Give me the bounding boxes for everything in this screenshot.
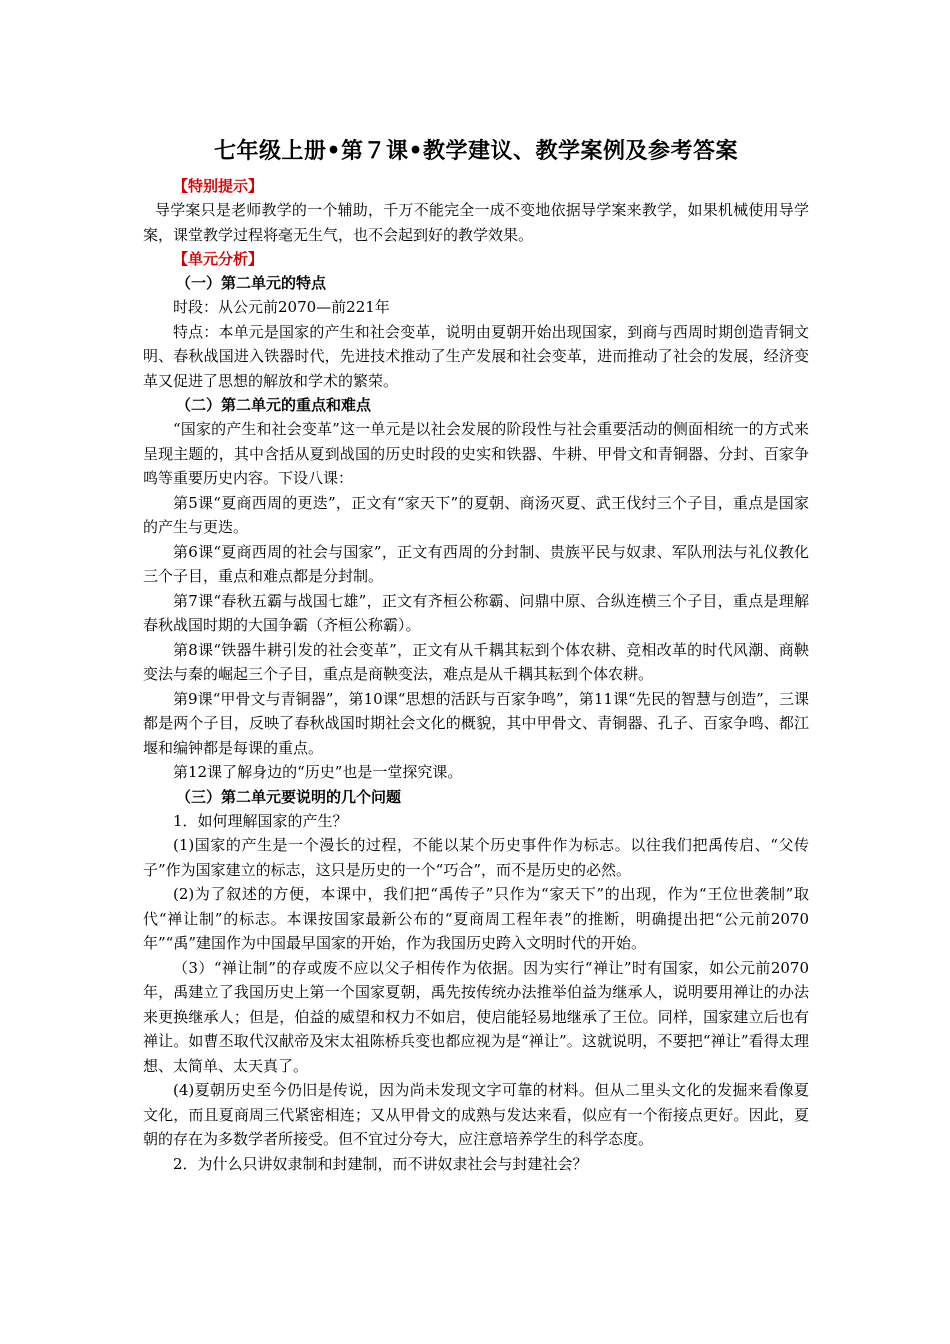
point-2-paragraph: (2)为了叙述的方便，本课中，我们把“禹传子”只作为“家天下”的出现，作为“王位世袭制”取代“禅让制”的标志。本课按国家最新公布的“夏商周工程年表”的推断，明确提出把“公元前2070年”“禹”建国作为中国最早国家的开始，作为我国历史跨入文明时代的开始。 [143, 885, 809, 952]
question-2: 2．为什么只讲奴隶制和封建制，而不讲奴隶社会与封建社会？ [173, 1154, 588, 1173]
special-tip-label: 【特别提示】 [173, 177, 264, 195]
lesson-5-paragraph: 第5课“夏商西周的更迭”，正文有“家天下”的夏朝、商汤灭夏、武王伐纣三个子目，重点是国家的产生与更迭。 [143, 493, 809, 536]
lesson-12-paragraph: 第12课了解身边的“历史”也是一堂探究课。 [173, 763, 463, 781]
lesson-7-paragraph: 第7课“春秋五霸与战国七雄”，正文有齐桓公称霸、问鼎中原、合纵连横三个子目，重点是理解春秋战国时期的大国争霸（齐桓公称霸）。 [143, 591, 809, 634]
section-1-period: 时段：从公元前2070—前221年 [173, 298, 390, 316]
point-4-paragraph: (4)夏朝历史至今仍旧是传说，因为尚未发现文字可靠的材料。但从二里头文化的发掘来看像夏文化，而且夏商周三代紧密相连；又从甲骨文的成熟与发达来看，似应有一个衔接点更好。因此，夏朝的存在为多数学者所接受。但不宜过分夸大，应注意培养学生的科学态度。 [143, 1081, 809, 1148]
point-3-paragraph: （3）“禅让制”的存或废不应以父子相传作为依据。因为实行“禅让”时有国家，如公元前2070年，禹建立了我国历史上第一个国家夏朝，禹先按传统办法推举伯益为继承人，说明要用禅让的办法来更换继承人；但是，伯益的威望和权力不如启，使启能轻易地继承了王位。同样，国家建立后也有禅让。如曹丕取代汉献帝及宋太祖陈桥兵变也都应视为是“禅让”。这就说明，不要把“禅让”看得太理想、太简单、太天真了。 [143, 958, 809, 1075]
section-1-feature: 特点：本单元是国家的产生和社会变革，说明由夏朝开始出现国家，到商与西周时期创造青铜文明、春秋战国进入铁器时代，先进技术推动了生产发展和社会变革，进而推动了社会的发展，经济变革又促进了思想的解放和学术的繁荣。 [143, 322, 809, 390]
point-1-paragraph: (1)国家的产生是一个漫长的过程，不能以某个历史事件作为标志。以往我们把禹传启、“父传子”作为国家建立的标志，这只是历史的一个“巧合”，而不是历史的必然。 [143, 836, 809, 879]
page-title: 七年级上册•第７课•教学建议、教学案例及参考答案 [213, 138, 739, 164]
document-body [143, 136, 809, 1176]
lesson-8-paragraph: 第8课“铁器牛耕引发的社会变革”，正文有从千耦其耘到个体农耕、竞相改革的时代风潮、商鞅变法与秦的崛起三个子目，重点是商鞅变法，难点是从千耦其耘到个体农耕。 [143, 640, 809, 683]
section-2-heading: （二）第二单元的重点和难点 [176, 396, 372, 414]
question-1: 1．如何理解国家的产生？ [173, 811, 348, 830]
lesson-9-11-paragraph: 第9课“甲骨文与青铜器”，第10课“思想的活跃与百家争鸣”，第11课“先民的智慧与创造”，三课都是两个子目，反映了春秋战国时期社会文化的概貌，其中甲骨文、青铜器、孔子、百家争鸣、都江堰和编钟都是每课的重点。 [143, 689, 809, 757]
section-3-heading: （三）第二单元要说明的几个问题 [176, 787, 402, 806]
lesson-6-paragraph: 第6课“夏商西周的社会与国家”，正文有西周的分封制、贵族平民与奴隶、军队刑法与礼仪教化三个子目，重点和难点都是分封制。 [143, 542, 809, 585]
section-1-heading: （一）第二单元的特点 [176, 274, 327, 292]
special-tip-text: 导学案只是老师教学的一个辅助，千万不能完全一成不变地依据导学案来教学，如果机械使用导学案，课堂教学过程将毫无生气，也不会起到好的教学效果。 [143, 201, 809, 244]
unit-analysis-label: 【单元分析】 [173, 250, 264, 268]
section-2-intro: “国家的产生和社会变革”这一单元是以社会发展的阶段性与社会重要活动的侧面相统一的方式来呈现主题的，其中含括从夏到战国的历史时段的史实和铁器、牛耕、甲骨文和青铜器、分封、百家争鸣等重要历史内容。下设八课： [143, 420, 809, 487]
